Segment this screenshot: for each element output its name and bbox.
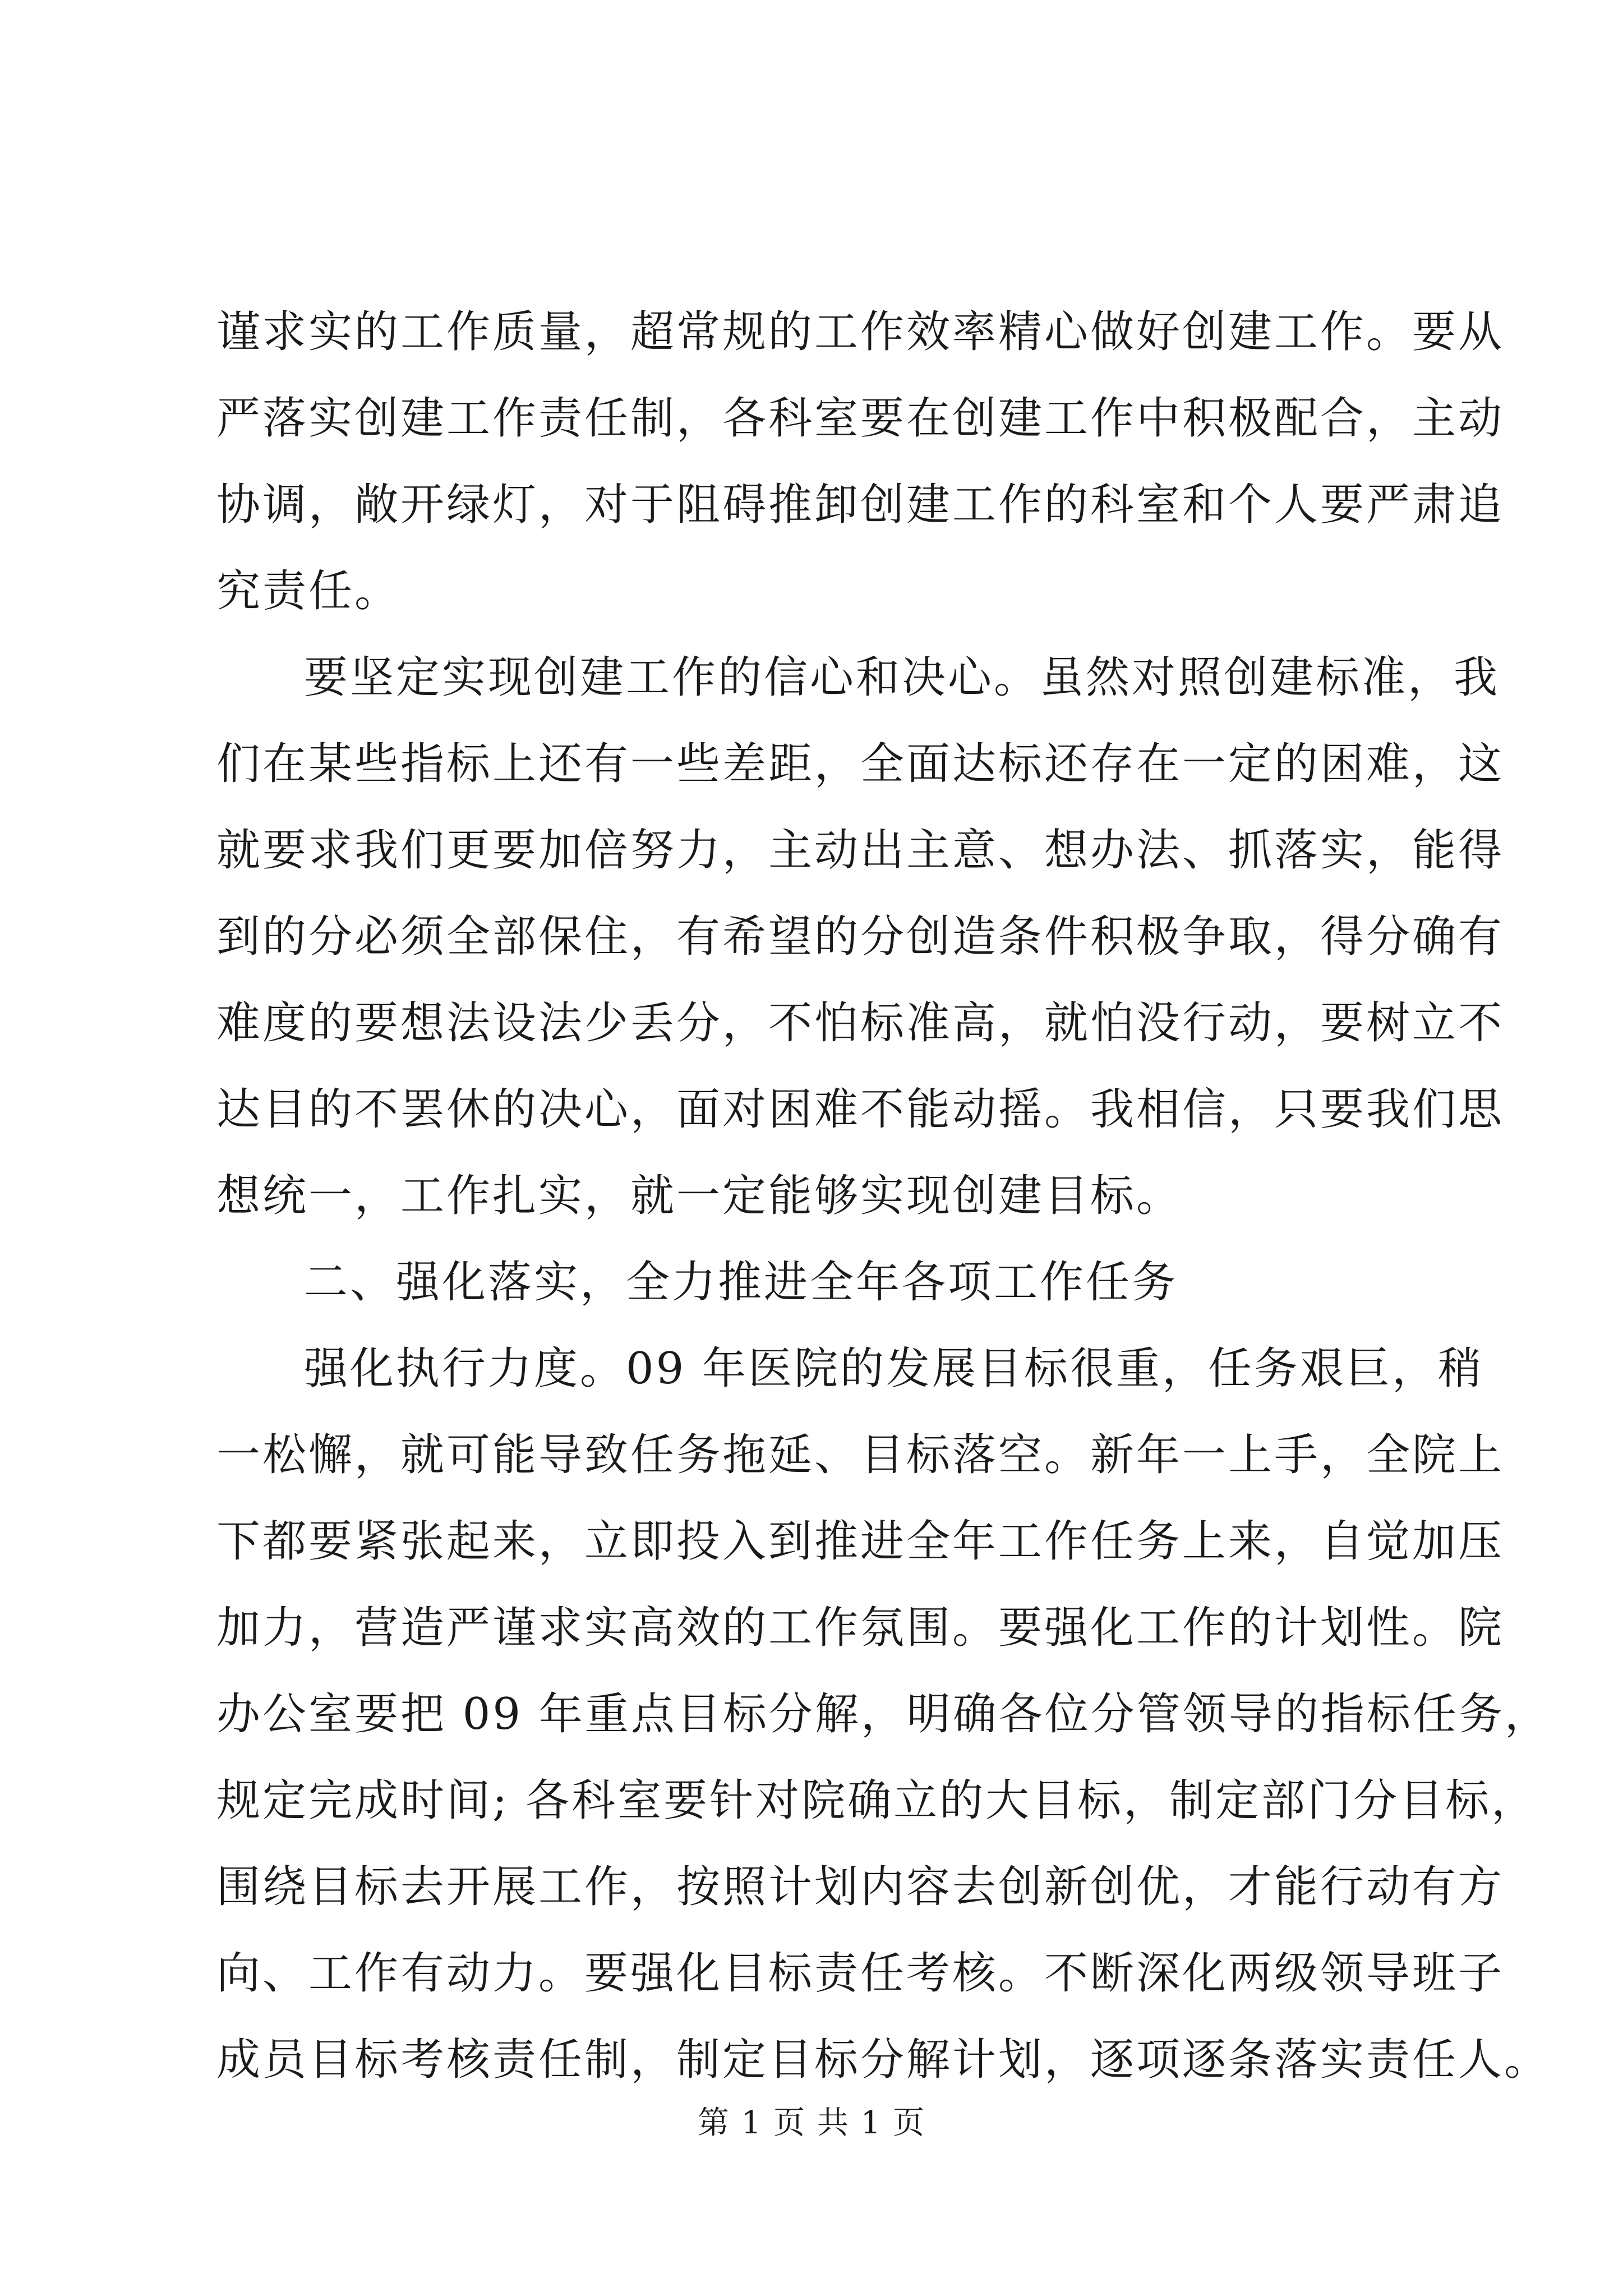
page-number-footer: 第 1 页 共 1 页 bbox=[697, 2105, 926, 2141]
section-heading: 二、强化落实，全力推进全年各项工作任务 bbox=[304, 1257, 1178, 1308]
text-line: 就要求我们更要加倍努力，主动出主意、想办法、抓落实，能得 bbox=[216, 825, 1505, 876]
text-line: 办公室要把 09 年重点目标分解，明确各位分管领导的指标任务， bbox=[216, 1689, 1551, 1740]
text-line: 想统一，工作扎实，就一定能够实现创建目标。 bbox=[216, 1171, 1183, 1221]
text-line: 达目的不罢休的决心，面对困难不能动摇。我相信，只要我们思 bbox=[216, 1084, 1505, 1135]
text-line: 向、工作有动力。要强化目标责任考核。不断深化两级领导班子 bbox=[216, 1948, 1505, 1999]
text-line: 们在某些指标上还有一些差距，全面达标还存在一定的困难，这 bbox=[216, 739, 1505, 789]
text-line: 成员目标考核责任制，制定目标分解计划，逐项逐条落实责任人。 bbox=[216, 2035, 1551, 2085]
text-line: 规定完成时间; 各科室要针对院确立的大目标，制定部门分目标， bbox=[216, 1775, 1538, 1826]
text-line: 究责任。 bbox=[216, 566, 401, 616]
text-line: 加力，营造严谨求实高效的工作氛围。要强化工作的计划性。院 bbox=[216, 1603, 1505, 1653]
text-line: 强化执行力度。09 年医院的发展目标很重，任务艰巨，稍 bbox=[304, 1343, 1484, 1394]
text-line: 到的分必须全部保住，有希望的分创造条件积极争取，得分确有 bbox=[216, 912, 1505, 962]
text-line: 谨求实的工作质量，超常规的工作效率精心做好创建工作。要从 bbox=[216, 307, 1505, 357]
text-line: 围绕目标去开展工作，按照计划内容去创新创优，才能行动有方 bbox=[216, 1862, 1505, 1912]
text-line: 协调，敞开绿灯，对于阻碍推卸创建工作的科室和个人要严肃追 bbox=[216, 480, 1505, 530]
text-line: 严落实创建工作责任制，各科室要在创建工作中积极配合，主动 bbox=[216, 393, 1505, 444]
text-line: 一松懈，就可能导致任务拖延、目标落空。新年一上手，全院上 bbox=[216, 1430, 1505, 1480]
text-line: 要坚定实现创建工作的信心和决心。虽然对照创建标准，我 bbox=[304, 652, 1500, 703]
text-line: 下都要紧张起来，立即投入到推进全年工作任务上来，自觉加压 bbox=[216, 1516, 1505, 1567]
document-body bbox=[216, 289, 1551, 2103]
text-line: 难度的要想法设法少丢分，不怕标准高，就怕没行动，要树立不 bbox=[216, 998, 1505, 1048]
